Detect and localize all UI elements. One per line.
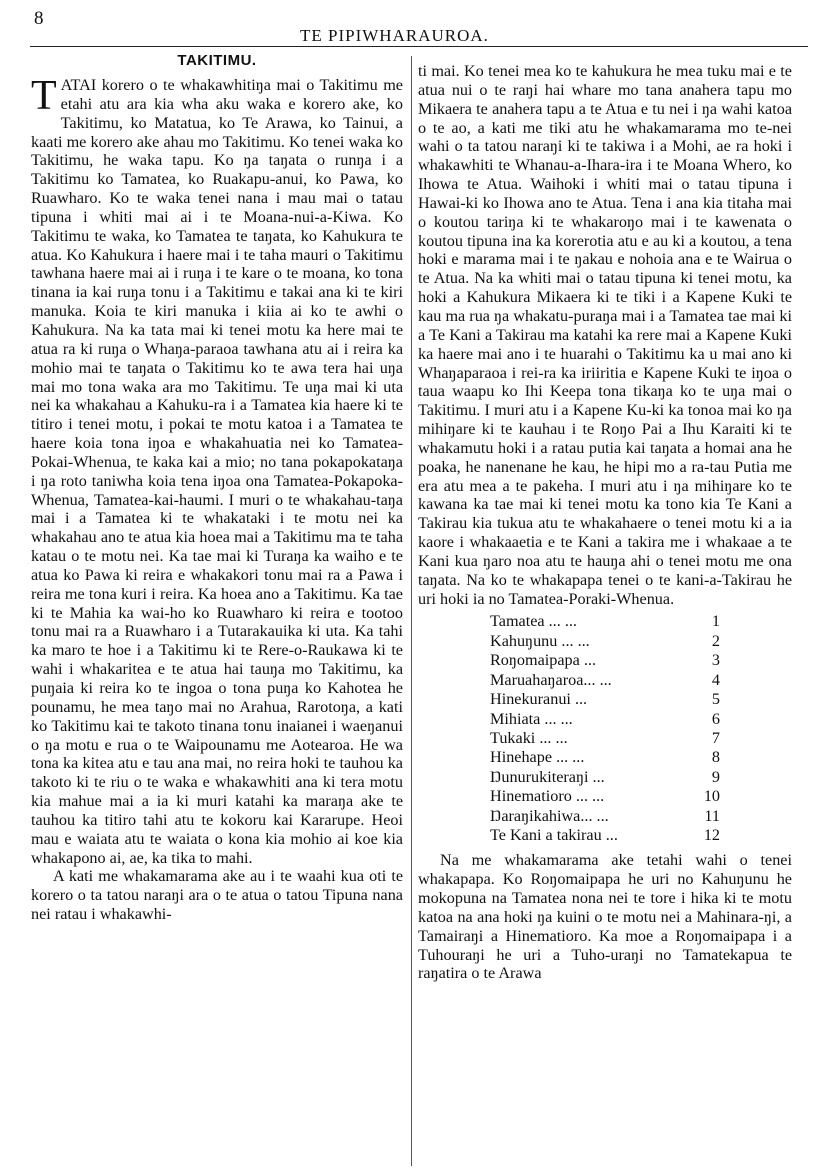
- genealogy-entry: [490, 768, 720, 787]
- article-paragraph-1-text: ATAI korero o te whakawhitiŋa mai o Takitimu me etahi atu ara kia wha aku waka e korero ake, ko Takitimu, ko Matatua, ko Te Arawa, ko Tainui, a kaati me korero ake ahau mo Takitimu. Ko tenei waka ko Takitimu, he waka tapu. Ko ŋa taŋata o runŋa i a Takitimu ko Tamatea, ko Ruakapu-anui, ko Pawa, ko Ruawharo. Ko te waka tenei nana i mau mai o tatau tipuna i whiti mai ai i te Moana-nui-a-Kiwa. Ko Takitimu te waka, ko Tamatea te taŋata, ko Kahukura te atua. Ko Kahukura i haere mai i te taha mauri o Takitimu tawhana haere mai ai i ruŋa i te kare o te moana, ko tona tinana ia kai ruŋa tonu i a Takitimu e takai ana ki te kiri manuka. Koia te kiri manuka i kiia ai ko te awhi o Kahukura. Na ka tata mai ki tenei motu ka here mai te atua ra ki ruŋa o Whaŋa-paraoa tawhana atu ai i reira ka mohio mai te taŋata o Takitimu ko te awa tera hai uŋa mai mo tona waka ara mo Takitimu. Te uŋa mai ki uta nei ka whakahau a Kahuku-ra i a Tamatea kia haere ki te titiro i tenei motu, i pokai te motu katoa i a Tamatea te haere koia tona iŋoa e whakahuatia nei ko Tamatea-Pokai-Whenua, te kaka kai a mio; no tana pokapokataŋa i ŋa roto taniwha koia tena iŋoa ona Tamatea-Pokapoka-Whenua, Tamatea-kai-haumi. I muri o te whakahau-taŋa mai i a Tamatea ki te whakataki i te motu nei ka whakahau ano te atua kia hoea mai a Takitimu ma te taha katau o te motu nei. Ka tae mai ki Turaŋa ka waiho e te atua ko Pawa ki reira e whakakori tonu mai ra a Pawa i reira me tona kuri i reira. Ka hoea ano a Takitimu. Ka tae ki te Mahia ka wai-ho ko Ruawharo ki reira e tootoo tonu mai ra a Ruawharo i a Tutarakauika ki uta. Ka tahi ka maro te hoe i a Takitimu ki te Rere-o-Raukawa ki te wahi i whakaritea e te atua hai tauŋa mo Takitimu, ka puŋaia ki reira ko te ingoa o tona puŋa ko Kahotea he pounamu, he mea taŋo mai no Arahua, Rarotoŋa, a kati ko Takitimu kai te takoto tinana tonu inaianei i waeŋanui o ŋa motu e rua o te Waipounamu me Aotearoa. He wa tona ka kitea atu e tau ana mai, no reira hoki te tauhou ka takoto ki te riu o te waka e whakawhiti ana ki tera motu kia mahue mai a ia ki muri katahi ka maraŋa ake te tauhou ka titiro tahi atu te kokoru kai Kararupe. Heoi mau e waiata atu te waiata o kona kia mohio ai koe kia whakapono ai, ae, ka tika to mahi.: [31, 76, 403, 867]
- article-paragraph-1: [31, 73, 403, 867]
- genealogy-entry: [490, 632, 720, 651]
- genealogy-number: 8: [711, 748, 720, 767]
- genealogy-entry: [490, 729, 720, 748]
- genealogy-name: Hinematioro ... ...: [490, 787, 605, 806]
- article-paragraph-2: A kati me whakamarama ake au i te waahi kua oti te korero o ta tatou naraŋi ara o te atua o tatou Tipuna nana nei ratau i whakawhi-: [31, 867, 403, 924]
- genealogy-name: Roŋomaipapa ...: [490, 651, 597, 670]
- article-paragraph-3: ti mai. Ko tenei mea ko te kahukura he mea tuku mai e te atua nui o te raŋi hai whare mo tana anahera tapu mo Mikaera te anahera tapu a te Atua e tu nei i ŋa wahi katoa o te ao, a kati me tiki atu he whakamarama mo te-nei wahi o ta tatou naraŋi ki te takiwa i a Mohi, ae ra hoki i whakawhiti te Whanau-a-Ihara-ira i te Moana Whero, ko Ihowa te Atua. Waihoki i whiti mai o tatau tipuna i Hawai-ki ko Ihowa ano te Atua. Tena i ana kia titaha mai o koutou tariŋa ki te whakaroŋo mai i te kawenata o koutou tipuna ina ka korerotia atu e au ki a koutou, a tena hoki e marama mai i te ŋakau e nohoia ana e te Wairua o te Atua. Na ka whiti mai o tatau tipuna ki tenei motu, ka hoki a Kahukura Mikaera ki te tiki i a Kapene Kuki te kau ma rua ŋa whakatu-puraŋa mai i a Tamatea tae mai ki a Te Kani a Takirau ma katahi ka rere mai a Kapene Kuki ka haere mai ano i te huarahi o Takitimu ka u mai ano ki Whaŋaparaoa i rei-ra ka iriiritia e Kapene Kuki te iŋoa o taua waapu ko Ihi Keepa tona tikaŋa ko te uŋa mai o Takitimu. I muri atu i a Kapene Ku-ki ka tonoa mai ko ŋa mihiŋare ki te kauhau i te Roŋo Pai a Ihu Karaiti ki te whakamutu hoki i a ratau putia kai taŋata a homai ana he poaka, he nanenane he kau, he hipi mo a ra-tau Putia me era atu mea a te pakeha. I muri atu i ŋa mihiŋare ko te kawana ka tae mai ki tenei motu ka tono kia Te Kani a Takirau kia tukua atu te whakahaere o tenei motu ki a ia kaore i whakaaetia e te Kani a takira me i whakaae a te Kani kua ŋaro noa atu te hauŋa ahi o tenei motu me ona taŋata. Na ko te whakapapa tenei o te kani-a-Takirau he uri hoki ia no Tamatea-Poraki-Whenua.: [418, 62, 792, 608]
- column-divider: [411, 56, 412, 1166]
- genealogy-number: 6: [711, 709, 720, 728]
- genealogy-number: 3: [711, 651, 720, 670]
- page-header: [0, 4, 820, 48]
- genealogy-entry: [490, 787, 720, 806]
- genealogy-number: 4: [711, 670, 720, 689]
- genealogy-name: Tukaki ... ...: [490, 728, 568, 747]
- article-paragraph-4: Na me whakamarama ake tetahi wahi o tenei whakapapa. Ko Roŋomaipapa he uri no Kahuŋunu he mokopuna na Tamatea nona nei te tore i hika ki te motu katoa na ana hoki ŋa kuini o te motu nei a Mahinara-ŋi, a Tamairaŋi a Hinematioro. Ka moe a Roŋomaipapa i a Tuhouraŋi he uri a Tuho-uraŋi no Tamatekapua te raŋatira o te Arawa: [418, 851, 792, 983]
- left-column: [31, 50, 403, 924]
- article-title: TAKITIMU.: [177, 52, 257, 69]
- genealogy-entry: [490, 651, 720, 670]
- genealogy-entry: [490, 826, 720, 845]
- page-number: 8: [34, 8, 44, 29]
- genealogy-name: Ŋaraŋikahiwa... ...: [490, 806, 609, 825]
- genealogy-entry: [490, 671, 720, 690]
- genealogy-number: 1: [711, 612, 720, 631]
- genealogy-name: Ŋunurukiteraŋi ...: [490, 767, 605, 786]
- genealogy-entry: [490, 710, 720, 729]
- genealogy-name: Hinehape ... ...: [490, 748, 585, 767]
- genealogy-name: Kahuŋunu ... ...: [490, 631, 590, 650]
- genealogy-name: Te Kani a takirau ...: [490, 825, 618, 844]
- genealogy-number: 11: [704, 806, 720, 825]
- genealogy-number: 10: [703, 787, 720, 806]
- genealogy-entry: [490, 748, 720, 767]
- genealogy-number: 7: [711, 728, 720, 747]
- genealogy-number: 2: [711, 631, 720, 650]
- genealogy-entry: [490, 690, 720, 709]
- genealogy-number: 5: [711, 690, 720, 709]
- right-column: [418, 62, 792, 983]
- genealogy-number: 9: [711, 767, 720, 786]
- genealogy-name: Tamatea ... ...: [490, 612, 577, 631]
- genealogy-number: 12: [703, 825, 720, 844]
- genealogy-entry: [490, 807, 720, 826]
- header-rule: [30, 46, 808, 47]
- running-title: TE PIPIWHARAUROA.: [300, 26, 489, 45]
- genealogy-name: Mihiata ... ...: [490, 709, 573, 728]
- drop-cap: T: [31, 73, 57, 119]
- genealogy-entry: [490, 612, 720, 631]
- genealogy-list: [490, 612, 720, 845]
- genealogy-name: Maruahaŋaroa... ...: [490, 670, 612, 689]
- genealogy-name: Hinekuranui ...: [490, 690, 588, 709]
